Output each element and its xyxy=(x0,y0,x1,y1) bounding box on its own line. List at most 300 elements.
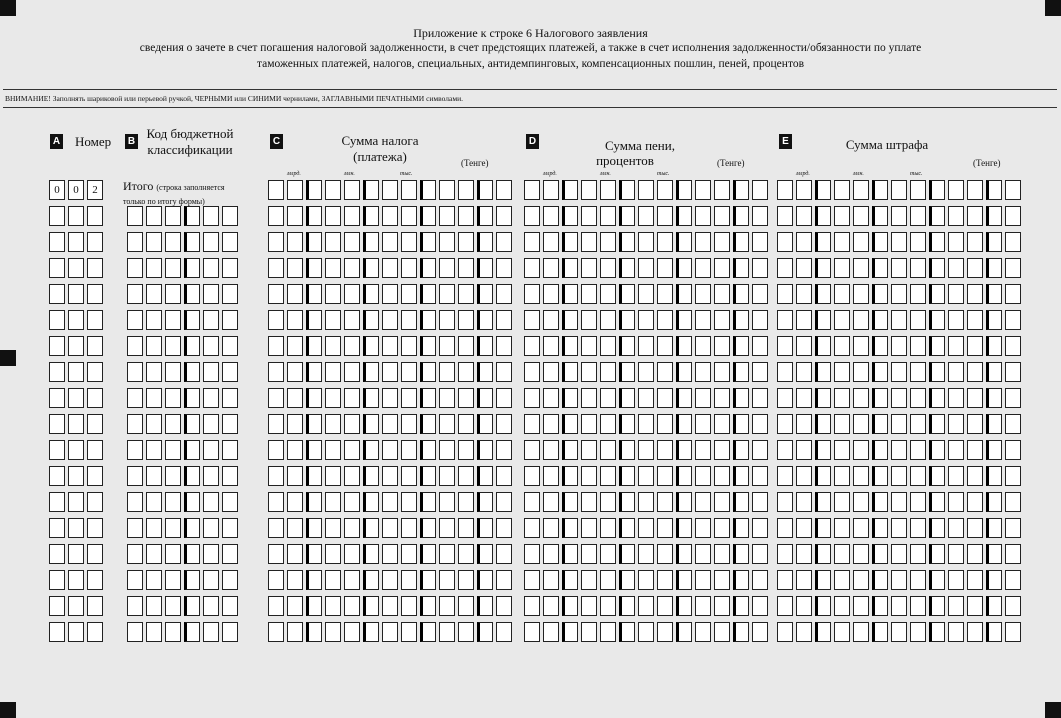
column-d-amount-digit-box[interactable] xyxy=(714,180,730,200)
column-e-amount-digit-box[interactable] xyxy=(948,570,964,590)
column-d-amount-digit-box[interactable] xyxy=(695,310,711,330)
column-e-amount-digit-box[interactable] xyxy=(948,336,964,356)
column-d-amount-digit-box[interactable] xyxy=(733,414,749,434)
column-c-amount-digit-box[interactable] xyxy=(306,518,322,538)
column-d-amount-digit-box[interactable] xyxy=(543,232,559,252)
column-c-amount-digit-box[interactable] xyxy=(325,206,341,226)
column-d-amount-digit-box[interactable] xyxy=(619,544,635,564)
column-d-amount-digit-box[interactable] xyxy=(752,206,768,226)
column-e-amount-digit-box[interactable] xyxy=(853,544,869,564)
column-d-amount-digit-box[interactable] xyxy=(562,492,578,512)
budget-code-digit-box[interactable] xyxy=(127,206,143,226)
column-d-amount-digit-box[interactable] xyxy=(562,388,578,408)
column-d-amount-digit-box[interactable] xyxy=(619,362,635,382)
column-c-amount-digit-box[interactable] xyxy=(420,180,436,200)
column-d-amount-digit-box[interactable] xyxy=(695,284,711,304)
column-d-amount-digit-box[interactable] xyxy=(695,388,711,408)
row-number-digit-box[interactable] xyxy=(68,466,84,486)
column-e-amount-digit-box[interactable] xyxy=(796,206,812,226)
row-number-digit-box[interactable] xyxy=(68,570,84,590)
column-d-amount-digit-box[interactable] xyxy=(714,414,730,434)
budget-code-digit-box[interactable] xyxy=(222,232,238,252)
column-d-amount-digit-box[interactable] xyxy=(714,570,730,590)
budget-code-digit-box[interactable] xyxy=(146,492,162,512)
column-e-amount-digit-box[interactable] xyxy=(891,206,907,226)
column-d-amount-digit-box[interactable] xyxy=(676,388,692,408)
column-c-amount-digit-box[interactable] xyxy=(325,518,341,538)
column-c-amount-digit-box[interactable] xyxy=(401,570,417,590)
row-number-digit-box[interactable] xyxy=(68,206,84,226)
column-d-amount-digit-box[interactable] xyxy=(638,466,654,486)
column-d-amount-digit-box[interactable] xyxy=(600,284,616,304)
column-d-amount-digit-box[interactable] xyxy=(619,596,635,616)
column-e-amount-digit-box[interactable] xyxy=(834,596,850,616)
column-e-amount-digit-box[interactable] xyxy=(872,284,888,304)
column-e-amount-digit-box[interactable] xyxy=(1005,206,1021,226)
column-e-amount-digit-box[interactable] xyxy=(853,310,869,330)
column-c-amount-digit-box[interactable] xyxy=(382,232,398,252)
column-e-amount-digit-box[interactable] xyxy=(986,284,1002,304)
column-d-amount-digit-box[interactable] xyxy=(638,362,654,382)
column-e-amount-digit-box[interactable] xyxy=(910,414,926,434)
column-d-amount-digit-box[interactable] xyxy=(695,258,711,278)
column-d-amount-digit-box[interactable] xyxy=(524,362,540,382)
column-e-amount-digit-box[interactable] xyxy=(796,258,812,278)
column-c-amount-digit-box[interactable] xyxy=(268,388,284,408)
column-d-amount-digit-box[interactable] xyxy=(676,180,692,200)
column-e-amount-digit-box[interactable] xyxy=(1005,388,1021,408)
column-e-amount-digit-box[interactable] xyxy=(910,492,926,512)
column-e-amount-digit-box[interactable] xyxy=(815,518,831,538)
budget-code-digit-box[interactable] xyxy=(146,518,162,538)
column-d-amount-digit-box[interactable] xyxy=(581,310,597,330)
row-number-digit-box[interactable] xyxy=(49,336,65,356)
column-c-amount-digit-box[interactable] xyxy=(496,232,512,252)
column-d-amount-digit-box[interactable] xyxy=(600,492,616,512)
column-d-amount-digit-box[interactable] xyxy=(752,232,768,252)
column-c-amount-digit-box[interactable] xyxy=(325,232,341,252)
column-d-amount-digit-box[interactable] xyxy=(524,258,540,278)
column-d-amount-digit-box[interactable] xyxy=(581,596,597,616)
column-c-amount-digit-box[interactable] xyxy=(420,232,436,252)
column-c-amount-digit-box[interactable] xyxy=(363,310,379,330)
column-d-amount-digit-box[interactable] xyxy=(562,622,578,642)
column-d-amount-digit-box[interactable] xyxy=(657,622,673,642)
column-d-amount-digit-box[interactable] xyxy=(676,596,692,616)
column-c-amount-digit-box[interactable] xyxy=(287,388,303,408)
column-e-amount-digit-box[interactable] xyxy=(1005,492,1021,512)
column-d-amount-digit-box[interactable] xyxy=(657,258,673,278)
column-c-amount-digit-box[interactable] xyxy=(363,492,379,512)
column-d-amount-digit-box[interactable] xyxy=(714,492,730,512)
column-c-amount-digit-box[interactable] xyxy=(477,180,493,200)
column-c-amount-digit-box[interactable] xyxy=(401,492,417,512)
column-d-amount-digit-box[interactable] xyxy=(562,544,578,564)
row-number-digit-box[interactable] xyxy=(49,492,65,512)
column-c-amount-digit-box[interactable] xyxy=(439,544,455,564)
column-e-amount-digit-box[interactable] xyxy=(815,544,831,564)
column-e-amount-digit-box[interactable] xyxy=(948,466,964,486)
column-d-amount-digit-box[interactable] xyxy=(657,362,673,382)
column-e-amount-digit-box[interactable] xyxy=(872,362,888,382)
column-e-amount-digit-box[interactable] xyxy=(834,258,850,278)
column-e-amount-digit-box[interactable] xyxy=(815,336,831,356)
column-e-amount-digit-box[interactable] xyxy=(967,180,983,200)
column-d-amount-digit-box[interactable] xyxy=(600,596,616,616)
column-d-amount-digit-box[interactable] xyxy=(524,414,540,434)
column-e-amount-digit-box[interactable] xyxy=(815,492,831,512)
column-e-amount-digit-box[interactable] xyxy=(872,258,888,278)
column-c-amount-digit-box[interactable] xyxy=(268,622,284,642)
row-number-digit-box[interactable] xyxy=(49,440,65,460)
row-number-digit-box[interactable] xyxy=(87,258,103,278)
column-c-amount-digit-box[interactable] xyxy=(382,518,398,538)
column-e-amount-digit-box[interactable] xyxy=(777,492,793,512)
column-c-amount-digit-box[interactable] xyxy=(477,492,493,512)
column-c-amount-digit-box[interactable] xyxy=(344,180,360,200)
column-d-amount-digit-box[interactable] xyxy=(524,622,540,642)
column-e-amount-digit-box[interactable] xyxy=(796,362,812,382)
column-c-amount-digit-box[interactable] xyxy=(344,310,360,330)
column-e-amount-digit-box[interactable] xyxy=(834,362,850,382)
column-c-amount-digit-box[interactable] xyxy=(287,440,303,460)
budget-code-digit-box[interactable] xyxy=(203,362,219,382)
column-c-amount-digit-box[interactable] xyxy=(420,206,436,226)
budget-code-digit-box[interactable] xyxy=(222,570,238,590)
budget-code-digit-box[interactable] xyxy=(146,440,162,460)
column-c-amount-digit-box[interactable] xyxy=(344,544,360,564)
column-d-amount-digit-box[interactable] xyxy=(752,440,768,460)
column-d-amount-digit-box[interactable] xyxy=(600,232,616,252)
column-e-amount-digit-box[interactable] xyxy=(967,414,983,434)
row-number-digit-box[interactable] xyxy=(49,180,65,200)
column-d-amount-digit-box[interactable] xyxy=(619,466,635,486)
column-e-amount-digit-box[interactable] xyxy=(929,336,945,356)
column-c-amount-digit-box[interactable] xyxy=(458,414,474,434)
column-d-amount-digit-box[interactable] xyxy=(676,570,692,590)
row-number-digit-box[interactable] xyxy=(49,258,65,278)
column-e-amount-digit-box[interactable] xyxy=(853,570,869,590)
budget-code-digit-box[interactable] xyxy=(222,414,238,434)
column-d-amount-digit-box[interactable] xyxy=(714,388,730,408)
column-c-amount-digit-box[interactable] xyxy=(458,570,474,590)
column-d-amount-digit-box[interactable] xyxy=(543,570,559,590)
column-c-amount-digit-box[interactable] xyxy=(306,258,322,278)
budget-code-digit-box[interactable] xyxy=(222,518,238,538)
budget-code-digit-box[interactable] xyxy=(146,232,162,252)
column-d-amount-digit-box[interactable] xyxy=(581,544,597,564)
column-e-amount-digit-box[interactable] xyxy=(929,518,945,538)
row-number-digit-box[interactable] xyxy=(87,232,103,252)
column-e-amount-digit-box[interactable] xyxy=(891,518,907,538)
column-d-amount-digit-box[interactable] xyxy=(619,414,635,434)
budget-code-digit-box[interactable] xyxy=(203,414,219,434)
column-e-amount-digit-box[interactable] xyxy=(853,206,869,226)
column-e-amount-digit-box[interactable] xyxy=(834,180,850,200)
column-c-amount-digit-box[interactable] xyxy=(401,596,417,616)
column-d-amount-digit-box[interactable] xyxy=(733,232,749,252)
column-e-amount-digit-box[interactable] xyxy=(853,180,869,200)
column-c-amount-digit-box[interactable] xyxy=(363,206,379,226)
column-e-amount-digit-box[interactable] xyxy=(834,414,850,434)
column-d-amount-digit-box[interactable] xyxy=(524,544,540,564)
row-number-digit-box[interactable] xyxy=(87,180,103,200)
budget-code-digit-box[interactable] xyxy=(165,440,181,460)
column-d-amount-digit-box[interactable] xyxy=(657,596,673,616)
column-e-amount-digit-box[interactable] xyxy=(834,518,850,538)
column-e-amount-digit-box[interactable] xyxy=(872,206,888,226)
column-c-amount-digit-box[interactable] xyxy=(268,362,284,382)
column-e-amount-digit-box[interactable] xyxy=(796,544,812,564)
budget-code-digit-box[interactable] xyxy=(165,414,181,434)
budget-code-digit-box[interactable] xyxy=(184,414,200,434)
column-c-amount-digit-box[interactable] xyxy=(268,518,284,538)
column-e-amount-digit-box[interactable] xyxy=(967,336,983,356)
column-e-amount-digit-box[interactable] xyxy=(986,336,1002,356)
column-c-amount-digit-box[interactable] xyxy=(439,440,455,460)
column-d-amount-digit-box[interactable] xyxy=(581,362,597,382)
column-c-amount-digit-box[interactable] xyxy=(363,284,379,304)
budget-code-digit-box[interactable] xyxy=(222,362,238,382)
row-number-digit-box[interactable] xyxy=(68,492,84,512)
column-c-amount-digit-box[interactable] xyxy=(477,518,493,538)
budget-code-digit-box[interactable] xyxy=(203,336,219,356)
budget-code-digit-box[interactable] xyxy=(184,388,200,408)
budget-code-digit-box[interactable] xyxy=(146,466,162,486)
row-number-digit-box[interactable] xyxy=(68,544,84,564)
column-c-amount-digit-box[interactable] xyxy=(363,336,379,356)
column-e-amount-digit-box[interactable] xyxy=(777,362,793,382)
column-c-amount-digit-box[interactable] xyxy=(496,466,512,486)
column-c-amount-digit-box[interactable] xyxy=(439,388,455,408)
column-c-amount-digit-box[interactable] xyxy=(496,544,512,564)
column-e-amount-digit-box[interactable] xyxy=(891,180,907,200)
column-c-amount-digit-box[interactable] xyxy=(439,518,455,538)
column-c-amount-digit-box[interactable] xyxy=(420,492,436,512)
column-d-amount-digit-box[interactable] xyxy=(524,232,540,252)
row-number-digit-box[interactable] xyxy=(68,180,84,200)
column-c-amount-digit-box[interactable] xyxy=(325,388,341,408)
column-d-amount-digit-box[interactable] xyxy=(581,466,597,486)
column-c-amount-digit-box[interactable] xyxy=(477,310,493,330)
budget-code-digit-box[interactable] xyxy=(165,310,181,330)
column-e-amount-digit-box[interactable] xyxy=(777,310,793,330)
column-e-amount-digit-box[interactable] xyxy=(910,466,926,486)
column-c-amount-digit-box[interactable] xyxy=(382,492,398,512)
column-e-amount-digit-box[interactable] xyxy=(834,544,850,564)
column-e-amount-digit-box[interactable] xyxy=(1005,180,1021,200)
budget-code-digit-box[interactable] xyxy=(146,596,162,616)
column-c-amount-digit-box[interactable] xyxy=(287,570,303,590)
column-e-amount-digit-box[interactable] xyxy=(1005,310,1021,330)
budget-code-digit-box[interactable] xyxy=(184,310,200,330)
column-e-amount-digit-box[interactable] xyxy=(834,570,850,590)
column-d-amount-digit-box[interactable] xyxy=(600,518,616,538)
budget-code-digit-box[interactable] xyxy=(127,622,143,642)
column-c-amount-digit-box[interactable] xyxy=(458,180,474,200)
column-e-amount-digit-box[interactable] xyxy=(872,466,888,486)
column-d-amount-digit-box[interactable] xyxy=(619,310,635,330)
column-e-amount-digit-box[interactable] xyxy=(891,284,907,304)
column-c-amount-digit-box[interactable] xyxy=(287,206,303,226)
column-c-amount-digit-box[interactable] xyxy=(458,284,474,304)
budget-code-digit-box[interactable] xyxy=(184,362,200,382)
budget-code-digit-box[interactable] xyxy=(203,492,219,512)
budget-code-digit-box[interactable] xyxy=(222,388,238,408)
budget-code-digit-box[interactable] xyxy=(146,388,162,408)
column-d-amount-digit-box[interactable] xyxy=(752,518,768,538)
column-c-amount-digit-box[interactable] xyxy=(382,388,398,408)
column-e-amount-digit-box[interactable] xyxy=(948,414,964,434)
column-d-amount-digit-box[interactable] xyxy=(562,570,578,590)
column-e-amount-digit-box[interactable] xyxy=(777,622,793,642)
column-e-amount-digit-box[interactable] xyxy=(777,440,793,460)
column-d-amount-digit-box[interactable] xyxy=(657,284,673,304)
column-e-amount-digit-box[interactable] xyxy=(777,466,793,486)
budget-code-digit-box[interactable] xyxy=(222,596,238,616)
column-e-amount-digit-box[interactable] xyxy=(967,284,983,304)
row-number-digit-box[interactable] xyxy=(87,310,103,330)
column-e-amount-digit-box[interactable] xyxy=(834,284,850,304)
column-c-amount-digit-box[interactable] xyxy=(306,336,322,356)
row-number-digit-box[interactable] xyxy=(87,440,103,460)
budget-code-digit-box[interactable] xyxy=(222,492,238,512)
column-c-amount-digit-box[interactable] xyxy=(306,180,322,200)
column-c-amount-digit-box[interactable] xyxy=(420,518,436,538)
column-d-amount-digit-box[interactable] xyxy=(600,310,616,330)
column-d-amount-digit-box[interactable] xyxy=(543,492,559,512)
column-e-amount-digit-box[interactable] xyxy=(796,180,812,200)
row-number-digit-box[interactable] xyxy=(87,622,103,642)
column-d-amount-digit-box[interactable] xyxy=(600,544,616,564)
column-d-amount-digit-box[interactable] xyxy=(619,492,635,512)
column-c-amount-digit-box[interactable] xyxy=(287,362,303,382)
column-c-amount-digit-box[interactable] xyxy=(420,362,436,382)
column-c-amount-digit-box[interactable] xyxy=(344,596,360,616)
column-e-amount-digit-box[interactable] xyxy=(948,232,964,252)
column-e-amount-digit-box[interactable] xyxy=(1005,414,1021,434)
column-d-amount-digit-box[interactable] xyxy=(581,284,597,304)
column-d-amount-digit-box[interactable] xyxy=(752,336,768,356)
column-e-amount-digit-box[interactable] xyxy=(891,622,907,642)
column-c-amount-digit-box[interactable] xyxy=(325,284,341,304)
column-d-amount-digit-box[interactable] xyxy=(752,544,768,564)
column-e-amount-digit-box[interactable] xyxy=(1005,518,1021,538)
column-e-amount-digit-box[interactable] xyxy=(796,284,812,304)
column-c-amount-digit-box[interactable] xyxy=(496,440,512,460)
column-d-amount-digit-box[interactable] xyxy=(676,622,692,642)
column-d-amount-digit-box[interactable] xyxy=(733,596,749,616)
column-d-amount-digit-box[interactable] xyxy=(695,570,711,590)
budget-code-digit-box[interactable] xyxy=(146,362,162,382)
column-d-amount-digit-box[interactable] xyxy=(638,336,654,356)
column-e-amount-digit-box[interactable] xyxy=(967,544,983,564)
column-d-amount-digit-box[interactable] xyxy=(619,180,635,200)
column-c-amount-digit-box[interactable] xyxy=(401,466,417,486)
column-e-amount-digit-box[interactable] xyxy=(891,232,907,252)
column-e-amount-digit-box[interactable] xyxy=(815,570,831,590)
column-c-amount-digit-box[interactable] xyxy=(287,466,303,486)
column-d-amount-digit-box[interactable] xyxy=(543,440,559,460)
budget-code-digit-box[interactable] xyxy=(222,544,238,564)
column-e-amount-digit-box[interactable] xyxy=(948,310,964,330)
column-c-amount-digit-box[interactable] xyxy=(477,388,493,408)
budget-code-digit-box[interactable] xyxy=(184,544,200,564)
column-c-amount-digit-box[interactable] xyxy=(268,180,284,200)
row-number-digit-box[interactable] xyxy=(87,518,103,538)
row-number-digit-box[interactable] xyxy=(87,492,103,512)
row-number-digit-box[interactable] xyxy=(68,336,84,356)
column-e-amount-digit-box[interactable] xyxy=(796,336,812,356)
budget-code-digit-box[interactable] xyxy=(184,336,200,356)
column-c-amount-digit-box[interactable] xyxy=(401,258,417,278)
column-c-amount-digit-box[interactable] xyxy=(439,310,455,330)
budget-code-digit-box[interactable] xyxy=(146,414,162,434)
column-e-amount-digit-box[interactable] xyxy=(910,362,926,382)
column-e-amount-digit-box[interactable] xyxy=(986,492,1002,512)
column-d-amount-digit-box[interactable] xyxy=(733,570,749,590)
budget-code-digit-box[interactable] xyxy=(222,206,238,226)
row-number-digit-box[interactable] xyxy=(87,336,103,356)
column-d-amount-digit-box[interactable] xyxy=(676,440,692,460)
column-c-amount-digit-box[interactable] xyxy=(401,284,417,304)
column-e-amount-digit-box[interactable] xyxy=(910,596,926,616)
column-d-amount-digit-box[interactable] xyxy=(543,180,559,200)
budget-code-digit-box[interactable] xyxy=(203,232,219,252)
column-c-amount-digit-box[interactable] xyxy=(401,440,417,460)
column-d-amount-digit-box[interactable] xyxy=(714,258,730,278)
column-e-amount-digit-box[interactable] xyxy=(777,232,793,252)
column-e-amount-digit-box[interactable] xyxy=(891,544,907,564)
column-e-amount-digit-box[interactable] xyxy=(815,362,831,382)
column-d-amount-digit-box[interactable] xyxy=(752,388,768,408)
column-e-amount-digit-box[interactable] xyxy=(929,570,945,590)
budget-code-digit-box[interactable] xyxy=(203,622,219,642)
column-c-amount-digit-box[interactable] xyxy=(477,414,493,434)
column-e-amount-digit-box[interactable] xyxy=(853,596,869,616)
column-e-amount-digit-box[interactable] xyxy=(929,310,945,330)
row-number-digit-box[interactable] xyxy=(49,232,65,252)
column-c-amount-digit-box[interactable] xyxy=(401,544,417,564)
budget-code-digit-box[interactable] xyxy=(127,336,143,356)
column-d-amount-digit-box[interactable] xyxy=(581,440,597,460)
column-c-amount-digit-box[interactable] xyxy=(382,336,398,356)
column-d-amount-digit-box[interactable] xyxy=(581,180,597,200)
column-c-amount-digit-box[interactable] xyxy=(401,232,417,252)
column-d-amount-digit-box[interactable] xyxy=(752,258,768,278)
column-e-amount-digit-box[interactable] xyxy=(948,544,964,564)
column-d-amount-digit-box[interactable] xyxy=(676,258,692,278)
row-number-digit-box[interactable] xyxy=(68,440,84,460)
column-d-amount-digit-box[interactable] xyxy=(714,518,730,538)
column-e-amount-digit-box[interactable] xyxy=(910,336,926,356)
column-d-amount-digit-box[interactable] xyxy=(695,336,711,356)
column-e-amount-digit-box[interactable] xyxy=(929,414,945,434)
column-d-amount-digit-box[interactable] xyxy=(676,362,692,382)
column-e-amount-digit-box[interactable] xyxy=(1005,544,1021,564)
column-c-amount-digit-box[interactable] xyxy=(363,570,379,590)
column-e-amount-digit-box[interactable] xyxy=(796,596,812,616)
column-c-amount-digit-box[interactable] xyxy=(458,206,474,226)
row-number-digit-box[interactable] xyxy=(49,596,65,616)
column-d-amount-digit-box[interactable] xyxy=(581,336,597,356)
column-c-amount-digit-box[interactable] xyxy=(325,336,341,356)
column-e-amount-digit-box[interactable] xyxy=(815,622,831,642)
column-e-amount-digit-box[interactable] xyxy=(986,622,1002,642)
column-e-amount-digit-box[interactable] xyxy=(1005,258,1021,278)
column-e-amount-digit-box[interactable] xyxy=(967,388,983,408)
column-d-amount-digit-box[interactable] xyxy=(752,570,768,590)
